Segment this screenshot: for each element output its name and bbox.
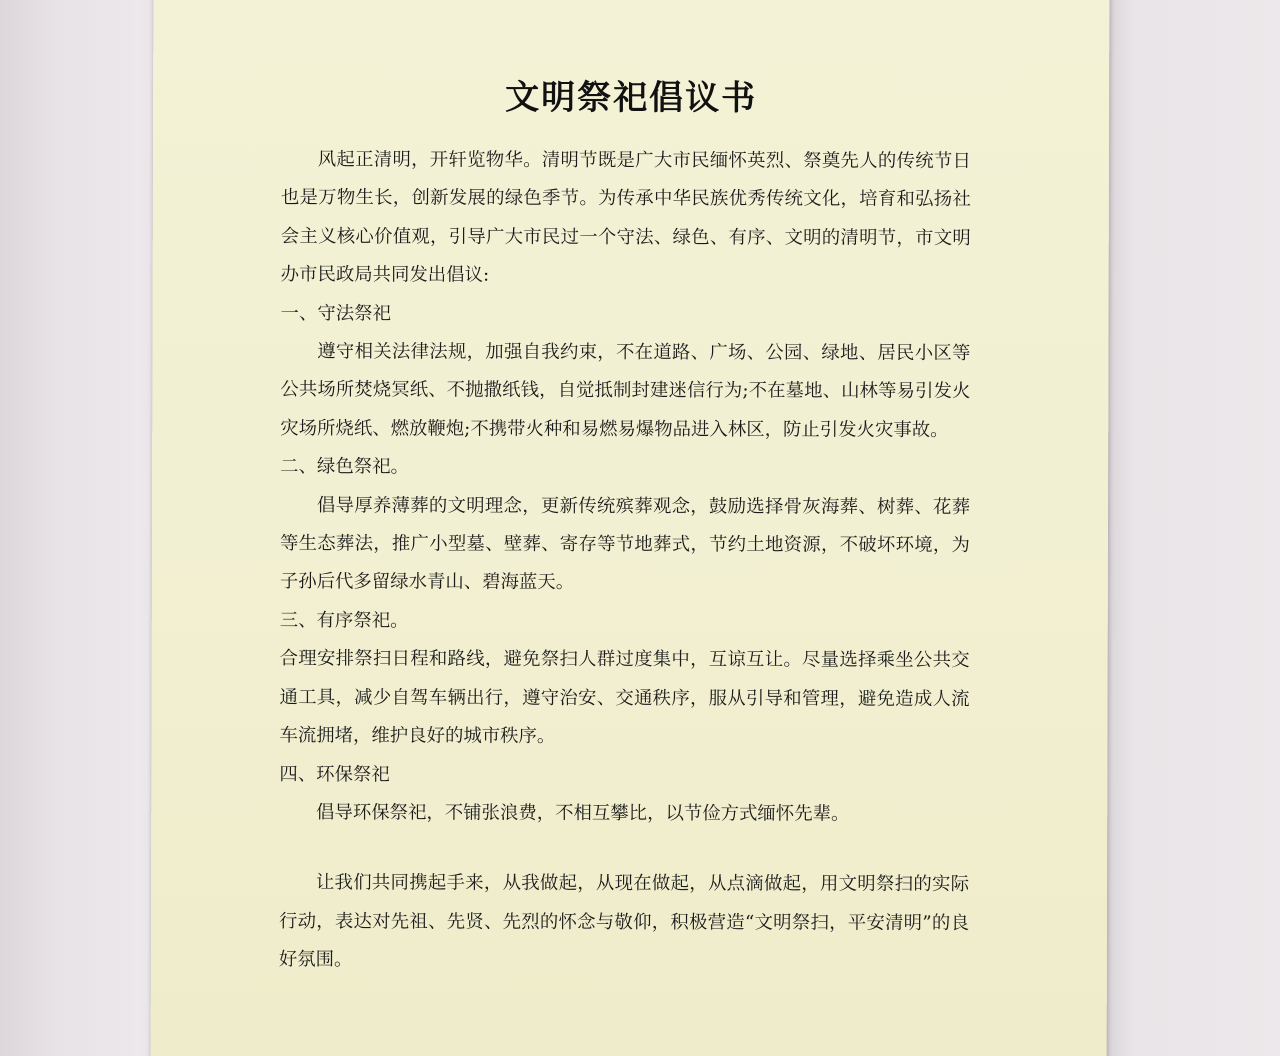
section-heading-orderly: 三、有序祭祀。	[279, 609, 409, 632]
background-surface-right	[1105, 0, 1280, 1056]
section-heading-green: 二、绿色祭祀。	[280, 456, 409, 478]
section-text-green: 倡导厚养薄葬的文明理念，更新传统殡葬观念，鼓励选择骨灰海葬、树葬、花葬等生态葬法，推广小型墓、壁葬、寄存等节地葬式，节约土地资源，不破坏环境，为子孙后代多留绿水青山、碧海蓝天。	[279, 494, 971, 594]
section-text-lawful: 遵守相关法律法规，加强自我约束，不在道路、广场、公园、绿地、居民小区等公共场所焚烧冥纸、不抛撒纸钱，自觉抵制封建迷信行为;不在墓地、山林等易引发火灾场所烧纸、燃放鞭炮;不携带火种和易燃易爆物品进入林区，防止引发火灾事故。	[280, 341, 971, 441]
section-text-eco: 倡导环保祭祀，不铺张浪费，不相互攀比，以节俭方式缅怀先辈。	[316, 802, 850, 825]
paragraph-spacer	[279, 832, 969, 866]
section-text-orderly: 合理安排祭扫日程和路线，避免祭扫人群过度集中，互谅互让。尽量选择乘坐公共交通工具，减少自驾车辆出行，遵守治安、交通秩序，服从引导和管理，避免造成人流车流拥堵，维护良好的城市秩序。	[279, 648, 970, 747]
section-heading-lawful: 一、守法祭祀	[280, 302, 391, 324]
document-title: 文明祭祀倡议书	[505, 77, 758, 119]
document-page	[151, 0, 1110, 1056]
closing-paragraph: 让我们共同携起手来，从我做起，从现在做起，从点滴做起，用文明祭扫的实际行动，表达对先祖、先贤、先烈的怀念与敬仰，积极营造“文明祭扫，平安清明”的良好氛围。	[278, 872, 970, 971]
document-body	[279, 141, 971, 981]
intro-paragraph: 风起正清明，开轩览物华。清明节既是广大市民缅怀英烈、祭奠先人的传统节日也是万物生长，创新发展的绿色季节。为传承中华民族优秀传统文化，培育和弘扬社会主义核心价值观，引导广大市民过一个守法、绿色、有序、文明的清明节，市文明办市民政局共同发出倡议:	[280, 149, 971, 286]
section-heading-eco: 四、环保祭祀	[279, 763, 390, 785]
